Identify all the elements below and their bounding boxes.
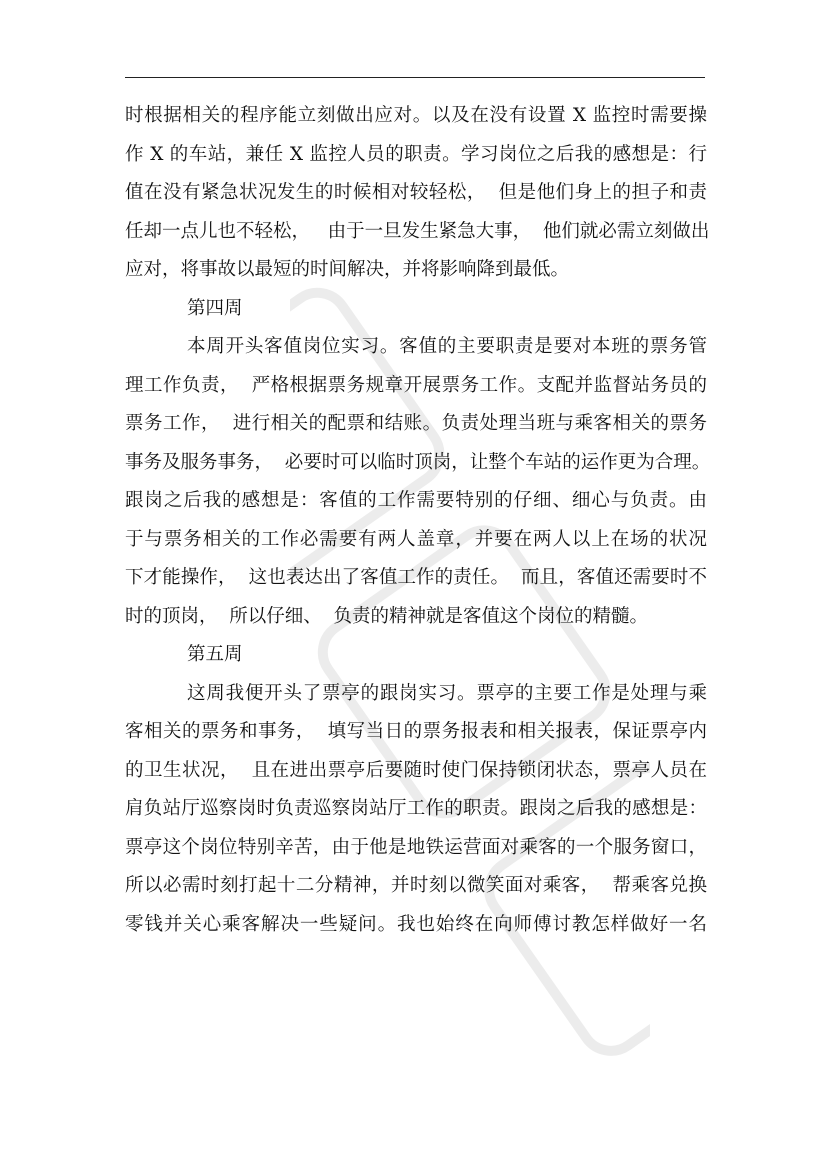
paragraph-line: 理工作负责， 严格根据票务规章开展票务工作。支配并监督站务员的 <box>125 374 707 396</box>
paragraph-line: 值在没有紧急状况发生的时候相对较轻松， 但是他们身上的担子和责 <box>125 182 707 203</box>
paragraph-line: 任却一点儿也不轻松， 由于一旦发生紧急大事， 他们就必需立刻做出 <box>125 220 710 242</box>
paragraph-line: 本周开头客值岗位实习。客值的主要职责是要对本班的票务管 <box>187 336 707 357</box>
header-rule <box>125 77 705 78</box>
paragraph-line: 时的顶岗， 所以仔细、 负责的精神就是客值这个岗位的精髓。 <box>125 605 649 627</box>
paragraph-line: 肩负站厅巡察岗时负责巡察岗站厅工作的职责。跟岗之后我的感想是： <box>125 798 707 819</box>
paragraph-line: 跟岗之后我的感想是：客值的工作需要特别的仔细、细心与负责。由 <box>125 490 707 511</box>
paragraph-line: 的卫生状况， 且在进出票亭后要随时使门保持锁闭状态，票亭人员在 <box>125 759 707 781</box>
paragraph-line: 事务及服务事务， 必要时可以临时顶岗，让整个车站的运作更为合理。 <box>125 451 711 473</box>
paragraph-line: 于与票务相关的工作必需要有两人盖章，并要在两人以上在场的状况 <box>125 528 707 550</box>
paragraph-line: 所以必需时刻打起十二分精神，并时刻以微笑面对乘客， 帮乘客兑换 <box>125 875 707 896</box>
section-heading-week-5: 第五周 <box>187 644 243 665</box>
paragraph-line: 作 X 的车站，兼任 X 监控人员的职责。学习岗位之后我的感想是：行 <box>125 143 707 165</box>
paragraph-line: 这周我便开头了票亭的跟岗实习。票亭的主要工作是处理与乘 <box>187 682 707 704</box>
paragraph-line: 时根据相关的程序能立刻做出应对。以及在没有设置 X 监控时需要操 <box>125 105 707 126</box>
paragraph-line: 应对，将事故以最短的时间解决，并将影响降到最低。 <box>125 259 570 280</box>
paragraph-line: 票亭这个岗位特别辛苦，由于他是地铁运营面对乘客的一个服务窗口， <box>125 836 707 858</box>
paragraph-line: 客相关的票务和事务， 填写当日的票务报表和相关报表，保证票亭内 <box>125 721 707 742</box>
paragraph-line: 票务工作， 进行相关的配票和结账。负责处理当班与乘客相关的票务 <box>125 413 707 434</box>
paragraph-line: 零钱并关心乘客解决一些疑问。我也始终在向师傅讨教怎样做好一名 <box>125 913 707 935</box>
body-text <box>125 97 715 944</box>
section-heading-week-4: 第四周 <box>187 297 243 319</box>
paragraph-line: 下才能操作， 这也表达出了客值工作的责任。 而且，客值还需要时不 <box>125 567 707 588</box>
